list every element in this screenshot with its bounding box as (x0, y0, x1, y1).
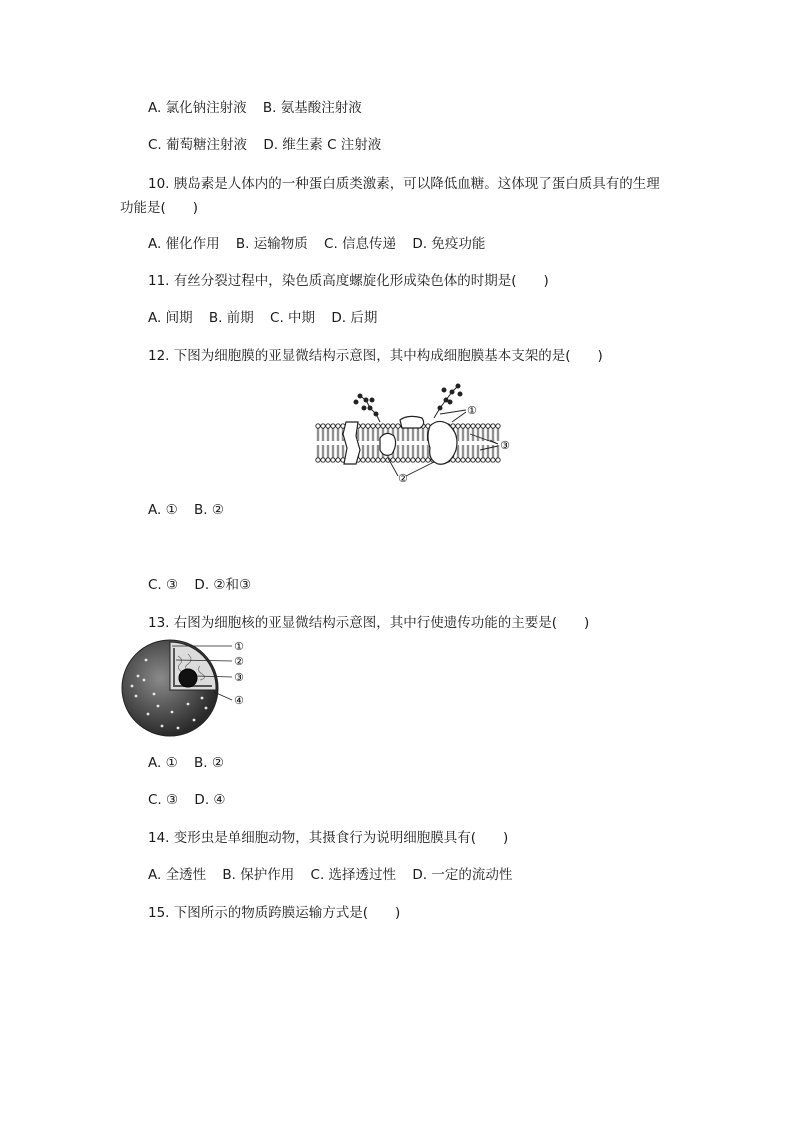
phospholipid-head (381, 424, 385, 428)
option-a: A. 催化作用 (148, 236, 220, 252)
nucleolus (179, 669, 197, 687)
phospholipid-head (461, 458, 465, 462)
q10-stem-line1: 10. 胰岛素是人体内的一种蛋白质类激素，可以降低血糖。这体现了蛋白质具有的生理 (148, 176, 660, 192)
phospholipid-head (426, 458, 430, 462)
label-3: ③ (234, 671, 244, 684)
phospholipid-tail (362, 445, 364, 458)
phospholipid-tail (317, 428, 319, 441)
phospholipid-head (391, 424, 395, 428)
nuclear-pore (205, 707, 208, 710)
phospholipid-head (371, 458, 375, 462)
phospholipid-tail (367, 445, 369, 458)
phospholipid-head (316, 424, 320, 428)
phospholipid-head (336, 424, 340, 428)
phospholipid-head (396, 458, 400, 462)
q13-options-row2 (148, 791, 226, 809)
option-b: B. 氨基酸注射液 (262, 100, 362, 116)
phospholipid-tail (322, 428, 324, 441)
phospholipid-tail (362, 428, 364, 441)
phospholipid-head (476, 458, 480, 462)
phospholipid-head (491, 424, 495, 428)
nuclear-pore (137, 675, 140, 678)
label-3: ③ (500, 439, 510, 452)
peripheral-protein (400, 416, 424, 428)
option-d: D. 一定的流动性 (412, 867, 513, 883)
q13-stem: 13. 右图为细胞核的亚显微结构示意图，其中行使遗传功能的主要是( ) (148, 615, 590, 631)
phospholipid-tail (462, 428, 464, 441)
phospholipid-tail (372, 428, 374, 441)
nuclear-pore (193, 719, 196, 722)
option-a: A. 氯化钠注射液 (148, 100, 247, 116)
label-1: ① (467, 404, 477, 417)
phospholipid-head (386, 424, 390, 428)
phospholipid-tail (482, 445, 484, 458)
option-c: C. 信息传递 (324, 236, 397, 252)
option-b: B. 运输物质 (235, 236, 308, 252)
phospholipid-tail (402, 428, 404, 441)
phospholipid-head (361, 458, 365, 462)
q11-options (148, 309, 377, 327)
phospholipid-head (476, 424, 480, 428)
nuclear-pore (187, 703, 190, 706)
label-2: ② (398, 472, 408, 485)
phospholipid-tail (327, 445, 329, 458)
phospholipid-tail (402, 445, 404, 458)
phospholipid-tail (427, 445, 429, 458)
option-d: D. 免疫功能 (412, 236, 486, 252)
phospholipid-head (416, 458, 420, 462)
phospholipid-tail (497, 445, 499, 458)
phospholipid-head (321, 424, 325, 428)
phospholipid-tail (467, 445, 469, 458)
label-1: ① (234, 640, 244, 653)
phospholipid-tail (462, 445, 464, 458)
phospholipid-tail (327, 428, 329, 441)
q9-options-row2 (148, 136, 381, 154)
nuclear-pore (131, 685, 134, 688)
phospholipid-tail (332, 428, 334, 441)
option-b: B. ② (193, 502, 224, 518)
phospholipid-head (371, 424, 375, 428)
phospholipid-bilayer (316, 424, 500, 462)
phospholipid-tail (417, 428, 419, 441)
phospholipid-tail (492, 428, 494, 441)
option-c: C. ③ (148, 577, 179, 593)
phospholipid-head (376, 458, 380, 462)
option-d: D. ④ (194, 792, 226, 808)
phospholipid-head (491, 458, 495, 462)
phospholipid-tail (477, 445, 479, 458)
label-2: ② (234, 655, 244, 668)
phospholipid-tail (457, 428, 459, 441)
phospholipid-head (381, 458, 385, 462)
cell-membrane-diagram (310, 378, 520, 488)
phospholipid-head (326, 424, 330, 428)
option-c: C. 选择透过性 (310, 867, 397, 883)
option-b: B. 保护作用 (222, 867, 295, 883)
option-b: B. ② (193, 755, 224, 771)
phospholipid-head (411, 458, 415, 462)
phospholipid-head (326, 458, 330, 462)
phospholipid-head (486, 458, 490, 462)
phospholipid-head (481, 424, 485, 428)
nuclear-pore (147, 713, 150, 716)
nuclear-pore (153, 693, 156, 696)
phospholipid-tail (322, 445, 324, 458)
phospholipid-tail (487, 428, 489, 441)
option-a: A. 间期 (148, 310, 193, 326)
embedded-protein (380, 433, 396, 455)
phospholipid-tail (377, 428, 379, 441)
phospholipid-tail (337, 445, 339, 458)
q12-options-row1 (148, 501, 224, 519)
option-a: A. ① (148, 755, 178, 771)
q14-options (148, 866, 512, 884)
nucleus-diagram (118, 636, 258, 742)
option-d: D. 后期 (331, 310, 378, 326)
phospholipid-tail (377, 445, 379, 458)
option-b: B. 前期 (208, 310, 254, 326)
option-c: C. ③ (148, 792, 179, 808)
phospholipid-head (366, 424, 370, 428)
option-a: A. ① (148, 502, 178, 518)
nuclear-pore (201, 697, 204, 700)
phospholipid-tail (422, 445, 424, 458)
option-a: A. 全透性 (148, 867, 207, 883)
phospholipid-head (396, 424, 400, 428)
phospholipid-head (466, 458, 470, 462)
option-c: C. 中期 (270, 310, 316, 326)
phospholipid-tail (477, 428, 479, 441)
phospholipid-head (496, 424, 500, 428)
phospholipid-head (366, 458, 370, 462)
nuclear-pore (135, 695, 138, 698)
phospholipid-tail (332, 445, 334, 458)
option-d: D. 维生素 C 注射液 (263, 137, 382, 153)
phospholipid-head (486, 424, 490, 428)
q14-stem: 14. 变形虫是单细胞动物，其摄食行为说明细胞膜具有( ) (148, 830, 509, 846)
phospholipid-head (456, 458, 460, 462)
phospholipid-tail (407, 445, 409, 458)
phospholipid-head (471, 424, 475, 428)
option-d: D. ②和③ (194, 577, 252, 593)
phospholipid-head (376, 424, 380, 428)
phospholipid-head (316, 458, 320, 462)
phospholipid-head (421, 458, 425, 462)
q10-stem-line2: 功能是( ) (120, 200, 199, 216)
phospholipid-head (496, 458, 500, 462)
label-4: ④ (234, 694, 244, 707)
phospholipid-tail (412, 445, 414, 458)
channel-protein (343, 422, 360, 464)
phospholipid-tail (372, 445, 374, 458)
phospholipid-head (471, 458, 475, 462)
q11-stem: 11. 有丝分裂过程中，染色质高度螺旋化形成染色体的时期是( ) (148, 273, 549, 289)
phospholipid-tail (457, 445, 459, 458)
phospholipid-head (361, 424, 365, 428)
phospholipid-tail (397, 445, 399, 458)
option-c: C. 葡萄糖注射液 (148, 137, 248, 153)
q10-options (148, 235, 485, 253)
q12-options-row2 (148, 576, 251, 594)
phospholipid-tail (472, 445, 474, 458)
phospholipid-head (481, 458, 485, 462)
phospholipid-head (466, 424, 470, 428)
phospholipid-head (456, 424, 460, 428)
nuclear-pore (143, 679, 146, 682)
nuclear-pore (157, 705, 160, 708)
q13-options-row1 (148, 754, 224, 772)
phospholipid-head (321, 458, 325, 462)
phospholipid-tail (497, 428, 499, 441)
phospholipid-tail (317, 445, 319, 458)
phospholipid-head (401, 458, 405, 462)
nuclear-pore (145, 659, 148, 662)
nuclear-pore (161, 725, 164, 728)
phospholipid-head (406, 458, 410, 462)
phospholipid-head (461, 424, 465, 428)
phospholipid-tail (337, 428, 339, 441)
phospholipid-tail (397, 428, 399, 441)
phospholipid-tail (342, 445, 344, 458)
phospholipid-tail (467, 428, 469, 441)
phospholipid-tail (417, 445, 419, 458)
phospholipid-tail (367, 428, 369, 441)
phospholipid-head (331, 458, 335, 462)
phospholipid-tail (407, 428, 409, 441)
phospholipid-tail (412, 428, 414, 441)
nuclear-pore (177, 727, 180, 730)
q15-stem: 15. 下图所示的物质跨膜运输方式是( ) (148, 905, 401, 921)
q12-stem: 12. 下图为细胞膜的亚显微结构示意图，其中构成细胞膜基本支架的是( ) (148, 348, 603, 364)
phospholipid-head (391, 458, 395, 462)
q9-options-row1 (148, 99, 362, 117)
phospholipid-head (336, 458, 340, 462)
nuclear-pore (171, 711, 174, 714)
phospholipid-tail (487, 445, 489, 458)
phospholipid-head (331, 424, 335, 428)
phospholipid-tail (422, 428, 424, 441)
